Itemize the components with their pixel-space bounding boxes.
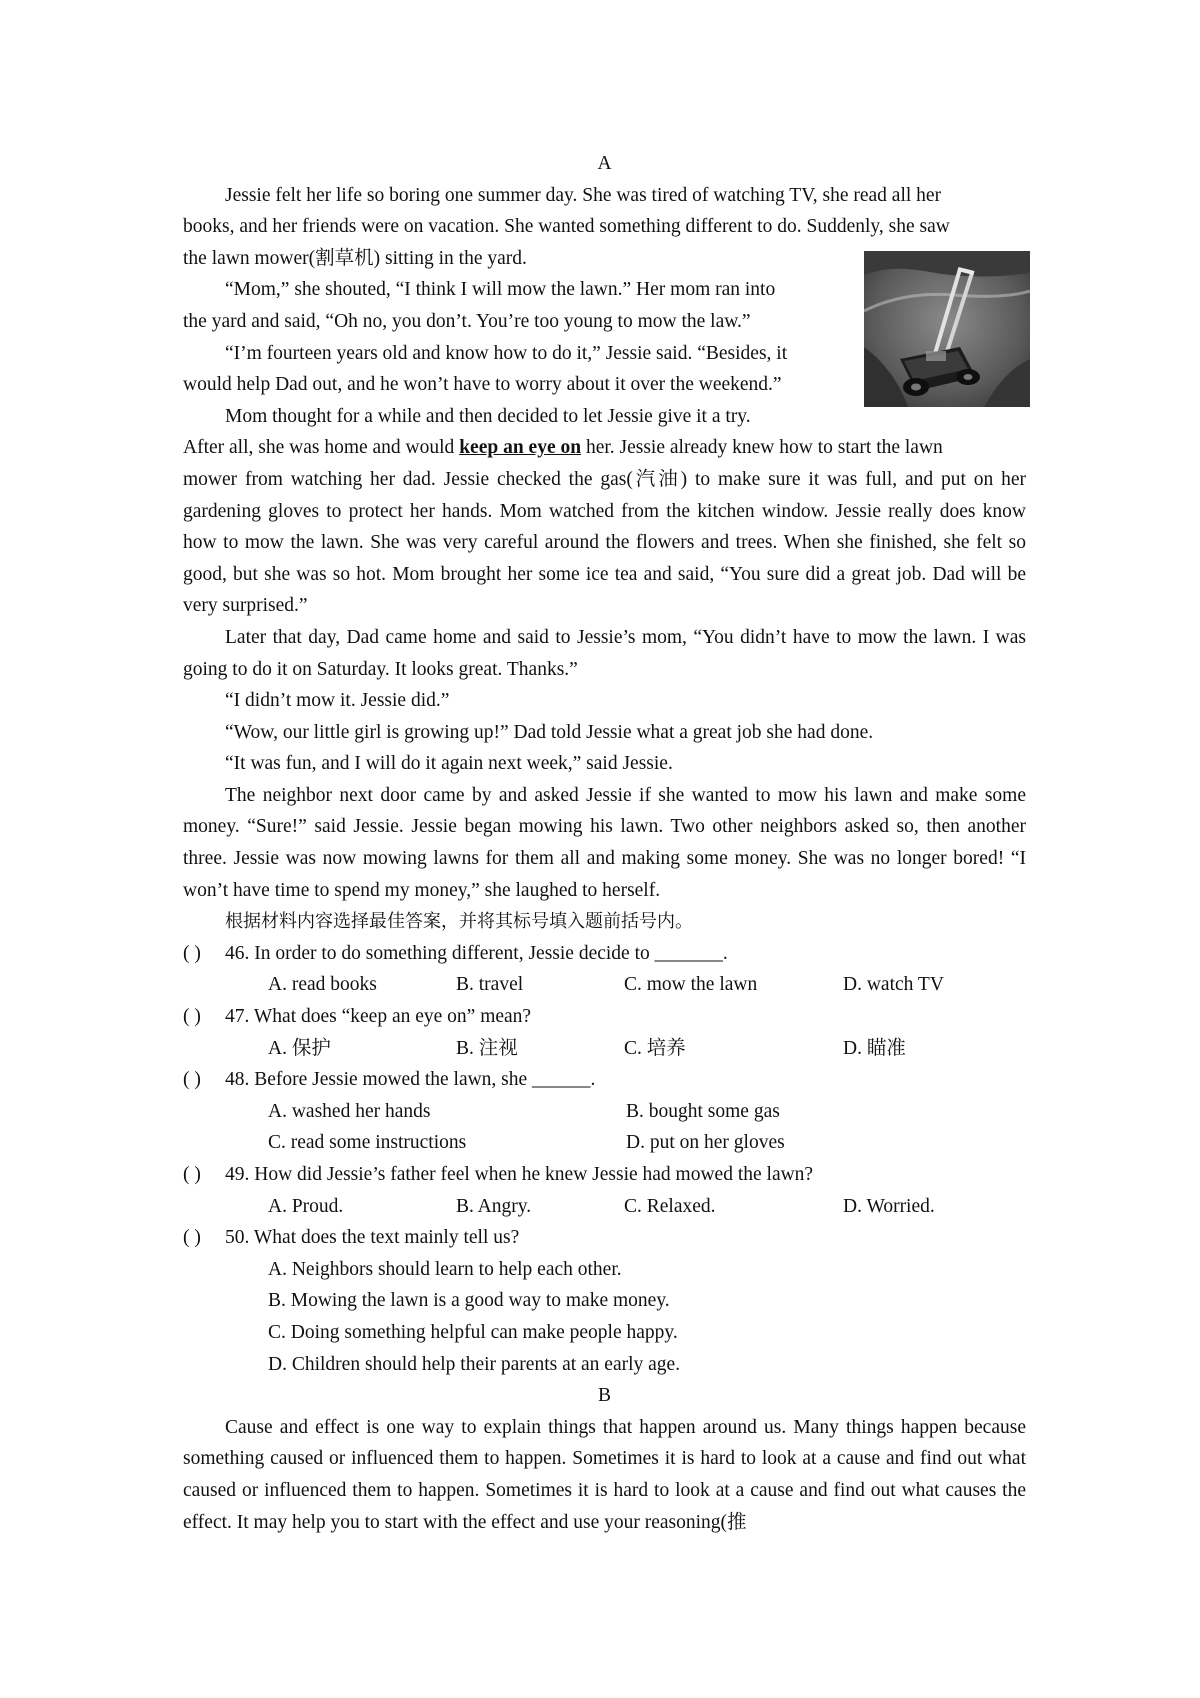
options	[183, 1254, 1026, 1380]
option-a: A. Proud.	[268, 1195, 344, 1217]
passage-a-paragraph-7: “Wow, our little girl is growing up!” Dad told Jessie what a great job she had done.	[225, 721, 874, 743]
passage-a-paragraph-6: “I didn’t mow it. Jessie did.”	[225, 690, 450, 712]
options	[183, 1096, 1026, 1159]
passage-a-p4-line-2	[183, 432, 1026, 464]
option-b: B. Mowing the lawn is a good way to make money.	[268, 1290, 670, 1312]
option-a: A. read books	[268, 974, 377, 996]
option-c: C. read some instructions	[268, 1132, 467, 1154]
option-c: C. Relaxed.	[624, 1195, 716, 1217]
passage-a-paragraph-3	[183, 338, 853, 401]
options	[183, 969, 1026, 1001]
options	[183, 1033, 1026, 1065]
question-stem: 47. What does “keep an eye on” mean?	[225, 1006, 532, 1028]
option-b: B. 注视	[456, 1037, 518, 1059]
option-a: A. washed her hands	[268, 1100, 431, 1122]
option-c: C. mow the lawn	[624, 974, 758, 996]
option-d: D. 瞄准	[843, 1037, 906, 1059]
passage-a-p3-line-1: “I’m fourteen years old and know how to do it,” Jessie said. “Besides, it	[225, 342, 788, 364]
passage-b-heading: B	[597, 1385, 611, 1407]
question-stem: 48. Before Jessie mowed the lawn, she ______.	[225, 1069, 596, 1091]
passage-a-p3-line-2: would help Dad out, and he won’t have to worry about it over the weekend.”	[183, 374, 782, 396]
answer-bracket[interactable]: ( )	[183, 1164, 201, 1185]
option-c: C. Doing something helpful can make people happy.	[268, 1321, 678, 1343]
passage-a-p4-rest: mower from watching her dad. Jessie checked the gas(汽油) to make sure it was full, and put on her gardening gloves to protect her hands. Mom watched from the kitchen window. Jessie really does know how to mow the lawn. She was very careful around the flowers and trees. When she finished, she felt so good, but she was so hot. Mom brought her some ice tea and said, “You sure did a great job. Dad will be very surprised.”	[183, 468, 1026, 617]
passage-a-p2-line-1: “Mom,” she shouted, “I think I will mow the lawn.” Her mom ran into	[225, 279, 776, 301]
passage-a-heading: A	[597, 153, 612, 174]
passage-a-p1-line-1: Jessie felt her life so boring one summer day. She was tired of watching TV, she read all her	[225, 184, 942, 206]
question-49	[183, 1159, 1026, 1222]
question-stem: 49. How did Jessie’s father feel when he knew Jessie had mowed the lawn?	[225, 1164, 814, 1185]
answer-bracket[interactable]: ( )	[183, 942, 201, 964]
question-46	[183, 938, 1026, 1001]
passage-a-paragraph-2	[183, 274, 853, 337]
passage-a-paragraph-5: Later that day, Dad came home and said to Jessie’s mom, “You didn’t have to mow the lawn. I was going to do it on Saturday. It looks great. Thanks.”	[183, 626, 1026, 680]
option-d: D. put on her gloves	[626, 1132, 785, 1154]
passage-b-paragraph-1: Cause and effect is one way to explain things that happen around us. Many things happen because something caused or influenced them to happen. Sometimes it is hard to look at a cause and find out what caused or influenced them to happen. Sometimes it is hard to look at a cause and find out what causes the effect. It may help you to start with the effect and use your reasoning(推	[183, 1416, 1026, 1533]
question-stem: 46. In order to do something different, Jessie decide to _______.	[225, 942, 728, 964]
passage-a-paragraph-8: “It was fun, and I will do it again next week,” said Jessie.	[225, 753, 673, 775]
option-a: A. 保护	[268, 1037, 331, 1059]
question-47	[183, 1001, 1026, 1064]
option-d: D. watch TV	[843, 974, 944, 996]
passage-a-p4-line-1: Mom thought for a while and then decided to let Jessie give it a try.	[225, 405, 751, 427]
option-b: B. Angry.	[456, 1195, 532, 1217]
exam-content	[183, 148, 1026, 1538]
option-b: B. bought some gas	[626, 1100, 780, 1122]
passage-a-p1-line-3: the lawn mower(割草机) sitting in the yard.	[183, 247, 527, 269]
passage-a-p2-line-2: the yard and said, “Oh no, you don’t. You’re too young to mow the law.”	[183, 310, 751, 332]
passage-a-p1-line-2: books, and her friends were on vacation. She wanted something different to do. Suddenly, she saw	[183, 216, 950, 238]
instruction-text: 根据材料内容选择最佳答案，并将其标号填入题前括号内。	[225, 911, 693, 933]
answer-bracket[interactable]: ( )	[183, 1006, 201, 1028]
option-b: B. travel	[456, 974, 524, 996]
passage-a-paragraph-4	[183, 401, 1026, 622]
passage-a-paragraph-1	[183, 180, 1026, 275]
passage-a-paragraph-9: The neighbor next door came by and asked Jessie if she wanted to mow his lawn and make some money. “Sure!” said Jessie. Jessie began mowing his lawn. Two other neighbors asked so, then another three. Jessie was now mowing lawns for them all and making some money. She was no longer bored! “I won’t have time to spend my money,” she laughed to herself.	[183, 784, 1026, 901]
option-d: D. Children should help their parents at an early age.	[268, 1353, 681, 1375]
option-a: A. Neighbors should learn to help each other.	[268, 1258, 622, 1280]
option-d: D. Worried.	[843, 1195, 935, 1217]
answer-bracket[interactable]: ( )	[183, 1069, 201, 1091]
question-stem: 50. What does the text mainly tell us?	[225, 1227, 520, 1249]
answer-bracket[interactable]: ( )	[183, 1227, 201, 1249]
question-50	[183, 1222, 1026, 1380]
keyword-keep-an-eye-on: keep an eye on	[459, 437, 582, 459]
option-c: C. 培养	[624, 1037, 686, 1059]
question-48	[183, 1064, 1026, 1159]
passage-a-p4-text-after: her. Jessie already knew how to start the lawn	[581, 437, 943, 459]
passage-a-p4-text-before: After all, she was home and would	[183, 437, 460, 459]
options	[183, 1191, 1026, 1223]
